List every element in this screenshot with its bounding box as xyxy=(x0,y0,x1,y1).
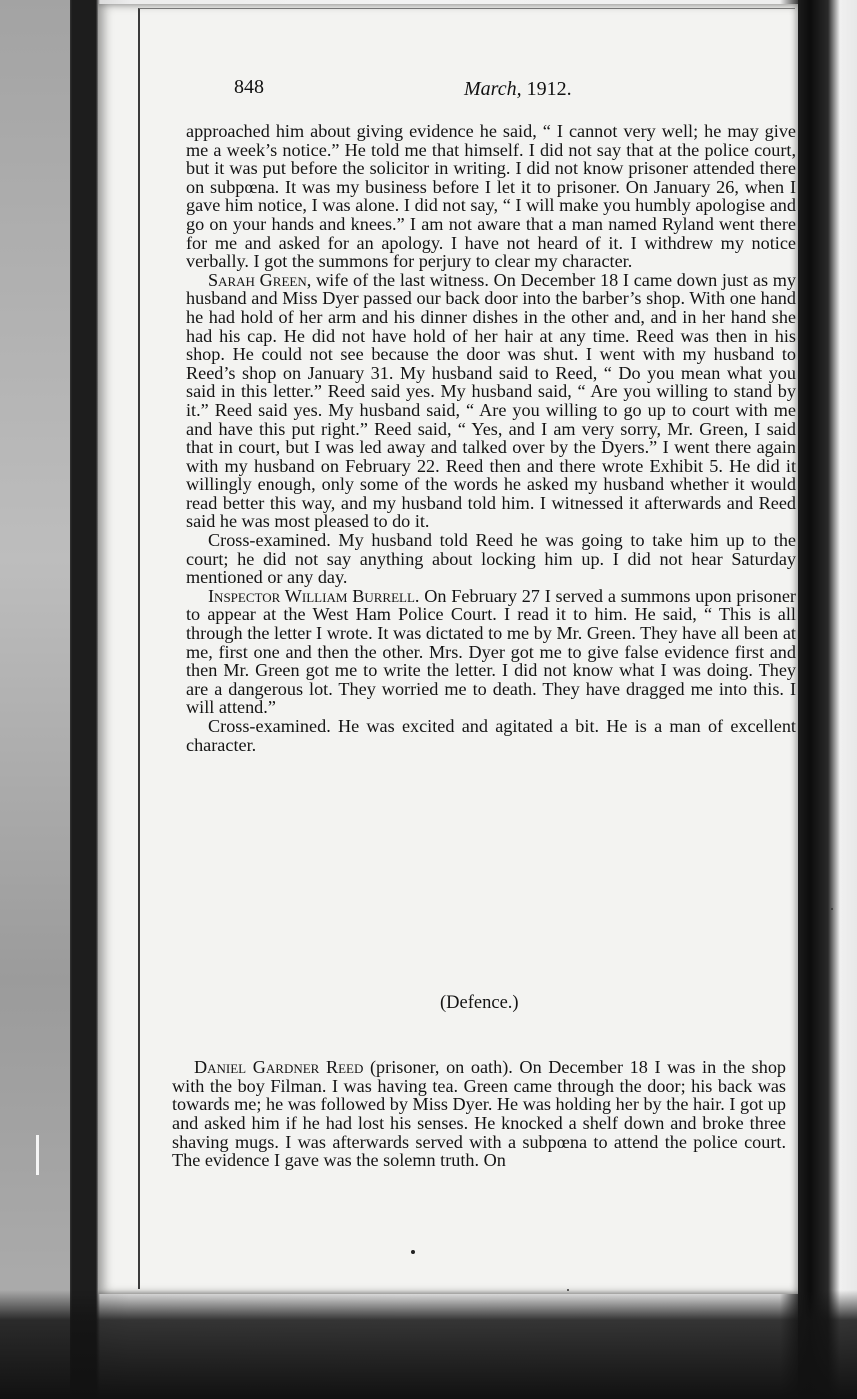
witness-name: Daniel Gardner Reed xyxy=(194,1057,364,1078)
running-title xyxy=(464,78,572,101)
paragraph-text: Cross-examined. He was excited and agitated a bit. He is a man of excellent character. xyxy=(186,716,796,755)
witness-name: Sarah Green, xyxy=(208,269,312,290)
paragraph-cross-examined-1 xyxy=(186,531,796,587)
left-margin xyxy=(0,0,70,1399)
header-year: 1912. xyxy=(526,78,572,100)
paragraph-continuation xyxy=(186,122,796,271)
paragraph-text: approached him about giving evidence he said, “ I cannot very well; he may give me a week’s notice.” He told me that himself. I did not say that at the police court, but it was put before the solicitor in writing. I did not know prisoner attended there on subpœna. It was my business before I let it to prisoner. On January 26, when I gave him notice, I was alone. I did not say, “ I will make you humbly apologise and go on your hands and knees.” I am not aware that a man named Ryland went there for me and asked for an apology. I have not heard of it. I withdrew my notice verbally. I got the summons for perjury to clear my character. xyxy=(186,121,796,272)
paragraph-text: wife of the last witness. On December 18 I came down just as my husband and Miss Dyer passed our back door into the barber’s shop. With one hand he had hold of her arm and his dinner dishes in the other and, and in her hand she had his cap. He did not have hold of her hair at any time. Reed was then in his shop. He could not see because the door was shut. I went with my husband to Reed’s shop on January 31. My husband said to Reed, “ Do you mean what you said in this letter.” Reed said yes. My husband said, “ Are you willing to stand by it.” Reed said yes. My husband said, “ Are you willing to go up to court with me and have this put right.” Reed said, “ Yes, and I am very sorry, Mr. Green, I said that in court, but I was led away and talked over by the Dyers.” I went there again with my husband on February 22. Reed then and there wrote Exhibit 5. He did it willingly enough, only some of the words he asked my husband whether it would read better this way, and my husband told him. I witnessed it afterwards and Reed said he was most pleased to do it. xyxy=(186,269,796,532)
body-text xyxy=(186,122,796,754)
paragraph-daniel-reed xyxy=(172,1058,786,1170)
paragraph-sarah-green xyxy=(186,271,796,531)
section-heading: (Defence.) xyxy=(440,993,519,1013)
defence-text xyxy=(172,1040,786,1188)
book-spine-edge xyxy=(798,0,857,1399)
header-month: March, xyxy=(464,78,522,100)
page-number: 848 xyxy=(234,76,264,98)
paragraph-text: On February 27 I served a summons upon prisoner to appear at the West Ham Police Court. I read it to him. He said, “ This is all through the letter I wrote. It was dictated to me by Mr. Green. They have all been at me, first one and then the other. Mrs. Dyer got me to give false evidence first and then Mr. Green got me to write the letter. I did not know what I was doing. They are a dangerous lot. They worried me to death. They have dragged me into this. I will attend.” xyxy=(186,585,796,718)
paragraph-text: (prisoner, on oath). On December 18 I was in the shop with the boy Filman. I was having tea. Green came through the door; his back was towards me; he was followed by Miss Dyer. He was holding her by the hair. I got up and asked him if he had lost his senses. He knocked a shelf down and broke three shaving mugs. I was afterwards served with a subpœna to attend the police court. The evidence I gave was the solemn truth. On xyxy=(172,1057,787,1171)
bottom-shadow xyxy=(0,1290,857,1399)
page-header xyxy=(234,76,594,106)
paragraph-text: Cross-examined. My husband told Reed he was going to take him up to the court; he did not say anything about locking him up. I did not hear Saturday mentioned or any day. xyxy=(186,530,796,588)
paragraph-cross-examined-2 xyxy=(186,717,796,754)
paragraph-inspector-burrell xyxy=(186,587,796,717)
witness-name: Inspector William Burrell. xyxy=(208,585,420,606)
